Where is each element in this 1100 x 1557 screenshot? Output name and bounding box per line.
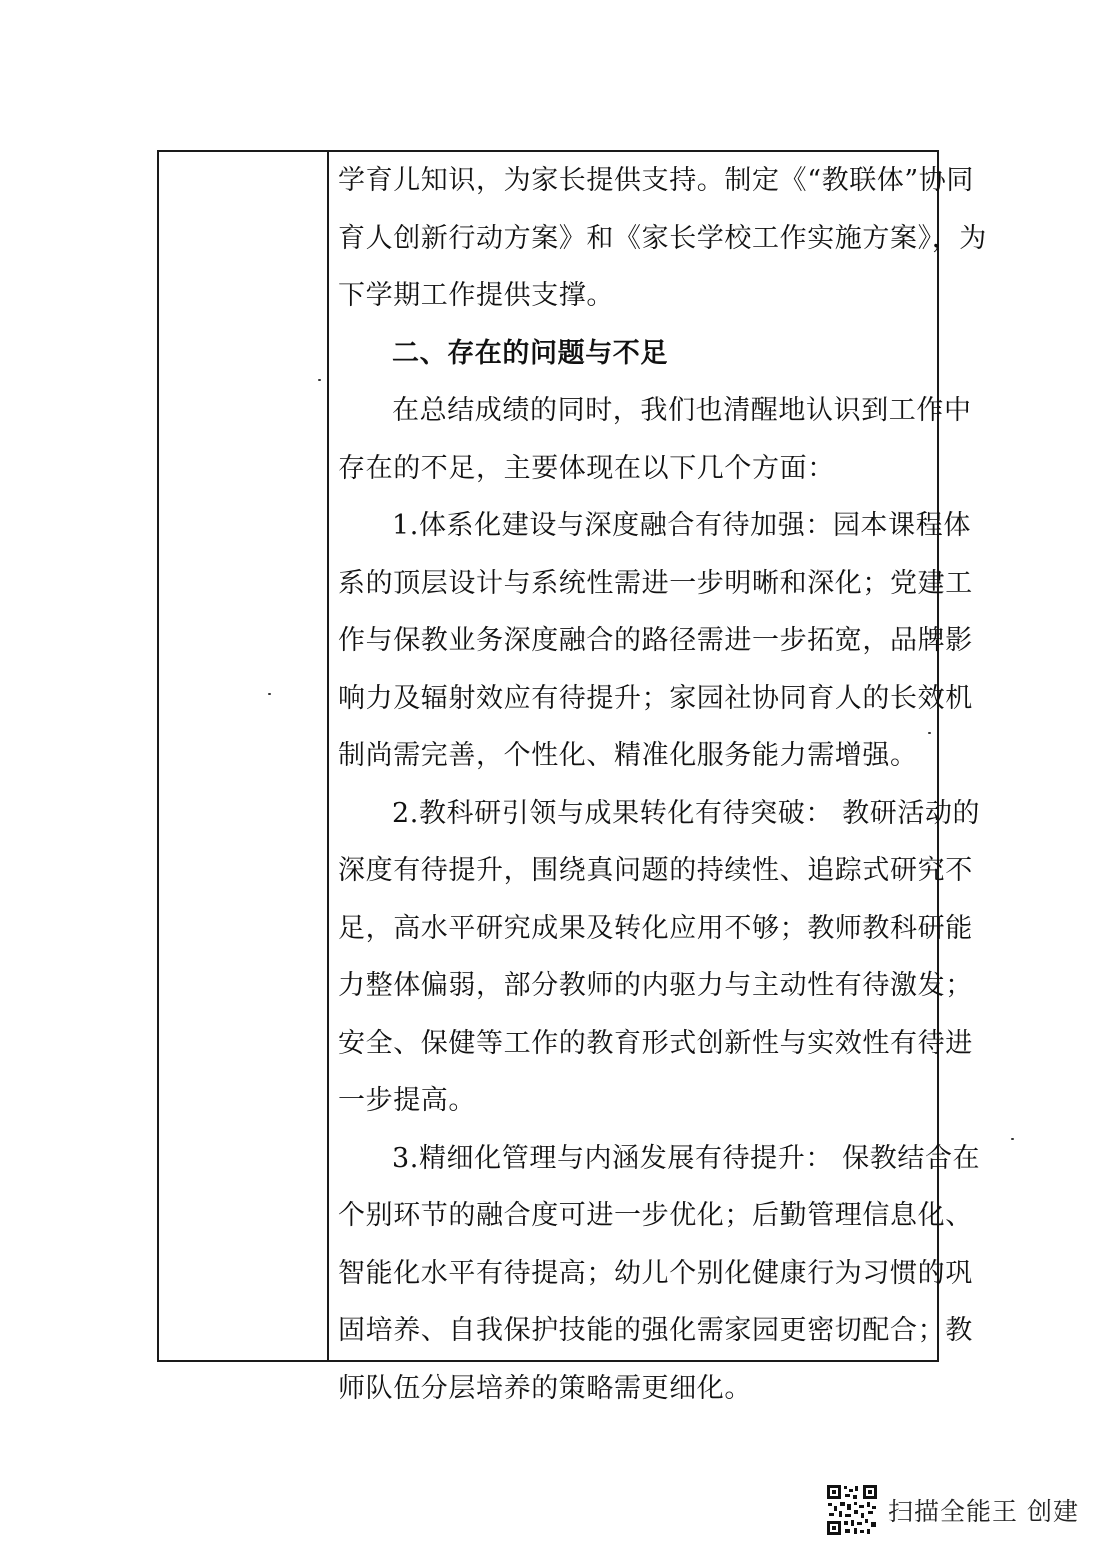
scan-speck <box>318 379 321 381</box>
point-1-line: 系的顶层设计与系统性需进一步明晰和深化；党建工 <box>338 567 973 599</box>
point-3-line: 师队伍分层培养的策略需更细化。 <box>338 1372 752 1404</box>
point-3-line: 固培养、自我保护技能的强化需家园更密切配合；教 <box>338 1315 973 1346</box>
point-2-line: 安全、保健等工作的教育形式创新性与实效性有待进 <box>338 1027 973 1059</box>
text-line: 学育儿知识，为家长提供支持。制定《“教联体”协同 <box>338 165 975 196</box>
point-2-line: 力整体偏弱，部分教师的内驱力与主动性有待激发； <box>338 970 973 1001</box>
scanner-label: 扫描全能王 创建 <box>888 1497 1079 1526</box>
point-3-line: 智能化水平有待提高；幼儿个别化健康行为习惯的巩 <box>338 1257 973 1289</box>
point-2-line: 一步提高。 <box>338 1085 476 1116</box>
content-cell <box>338 152 987 1417</box>
scan-speck <box>928 732 931 734</box>
point-3-line: 3.精细化管理与内涵发展有待提升： 保教结合在 <box>392 1142 981 1174</box>
table-column-divider <box>327 150 329 1362</box>
scan-speck <box>1011 1138 1014 1140</box>
section-heading: 二、存在的问题与不足 <box>392 337 668 369</box>
intro-line: 在总结成绩的同时，我们也清醒地认识到工作中 <box>392 395 972 426</box>
point-1-line: 1.体系化建设与深度融合有待加强：园本课程体 <box>392 510 971 541</box>
point-1-line: 作与保教业务深度融合的路径需进一步拓宽，品牌影 <box>338 625 973 656</box>
qr-code-icon <box>826 1484 878 1536</box>
point-3-line: 个别环节的融合度可进一步优化；后勤管理信息化、 <box>338 1200 973 1231</box>
scan-speck <box>268 693 271 695</box>
point-2-line: 深度有待提升，围绕真问题的持续性、追踪式研究不 <box>338 855 973 886</box>
text-line: 育人创新行动方案》和《家长学校工作实施方案》，为 <box>338 222 987 254</box>
point-2-line: 2.教科研引领与成果转化有待突破： 教研活动的 <box>392 797 981 829</box>
point-2-line: 足，高水平研究成果及转化应用不够；教师教科研能 <box>338 912 973 944</box>
intro-line: 存在的不足，主要体现在以下几个方面： <box>338 452 835 484</box>
scanner-watermark <box>826 1484 1079 1536</box>
text-line: 下学期工作提供支撑。 <box>338 280 614 311</box>
point-1-line: 制尚需完善，个性化、精准化服务能力需增强。 <box>338 740 918 771</box>
point-1-line: 响力及辐射效应有待提升；家园社协同育人的长效机 <box>338 682 973 714</box>
